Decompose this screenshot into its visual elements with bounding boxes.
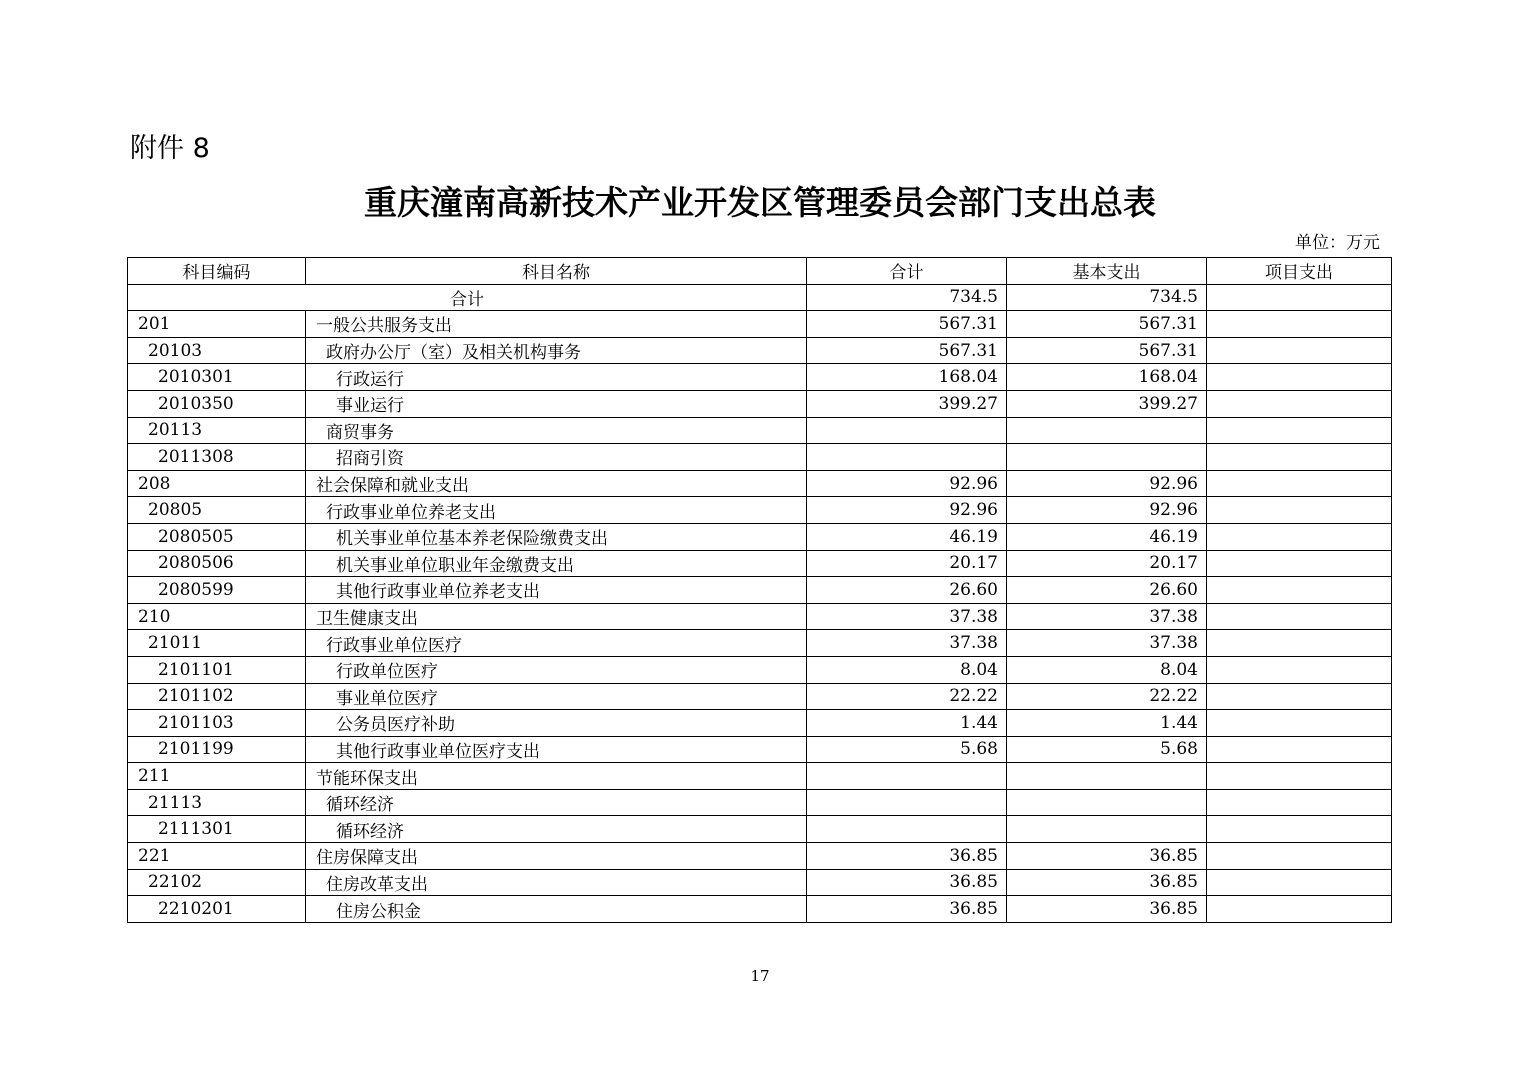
row-name: 其他行政事业单位养老支出 (306, 577, 807, 604)
row-project (1207, 311, 1392, 338)
row-name: 卫生健康支出 (306, 603, 807, 630)
row-name: 机关事业单位职业年金缴费支出 (306, 550, 807, 577)
row-code: 22102 (128, 869, 306, 896)
table-row (128, 603, 1392, 630)
row-code: 2111301 (128, 816, 306, 843)
row-project (1207, 710, 1392, 737)
table-row (128, 550, 1392, 577)
row-total: 22.22 (807, 683, 1007, 710)
table-row (128, 896, 1392, 923)
row-code: 21011 (128, 630, 306, 657)
row-name: 住房保障支出 (306, 843, 807, 870)
unit-label: 单位：万元 (1295, 233, 1380, 253)
total-label: 合计 (128, 284, 807, 311)
row-project (1207, 550, 1392, 577)
row-total (807, 417, 1007, 444)
page-title: 重庆潼南高新技术产业开发区管理委员会部门支出总表 (364, 183, 1156, 222)
table-row (128, 683, 1392, 710)
row-basic: 8.04 (1007, 656, 1207, 683)
row-name: 公务员医疗补助 (306, 710, 807, 737)
header-code: 科目编码 (128, 258, 306, 285)
row-project (1207, 603, 1392, 630)
total-project (1207, 284, 1392, 311)
row-total: 5.68 (807, 736, 1007, 763)
row-project (1207, 656, 1392, 683)
row-code: 20805 (128, 497, 306, 524)
row-basic: 92.96 (1007, 497, 1207, 524)
row-name: 招商引资 (306, 444, 807, 471)
row-code: 2210201 (128, 896, 306, 923)
row-basic: 36.85 (1007, 869, 1207, 896)
header-basic: 基本支出 (1007, 258, 1207, 285)
row-code: 2101102 (128, 683, 306, 710)
row-total: 399.27 (807, 390, 1007, 417)
row-total: 36.85 (807, 869, 1007, 896)
row-project (1207, 630, 1392, 657)
table-row (128, 816, 1392, 843)
row-code: 221 (128, 843, 306, 870)
row-basic: 36.85 (1007, 843, 1207, 870)
row-total: 46.19 (807, 523, 1007, 550)
row-project (1207, 390, 1392, 417)
header-project: 项目支出 (1207, 258, 1392, 285)
row-total (807, 763, 1007, 790)
row-name: 循环经济 (306, 816, 807, 843)
row-name: 机关事业单位基本养老保险缴费支出 (306, 523, 807, 550)
page-number: 17 (750, 967, 770, 985)
row-name: 其他行政事业单位医疗支出 (306, 736, 807, 763)
expenditure-table (127, 257, 1392, 923)
row-name: 政府办公厅（室）及相关机构事务 (306, 337, 807, 364)
row-total: 37.38 (807, 603, 1007, 630)
row-project (1207, 843, 1392, 870)
row-code: 208 (128, 470, 306, 497)
row-name: 商贸事务 (306, 417, 807, 444)
row-name: 循环经济 (306, 789, 807, 816)
row-project (1207, 470, 1392, 497)
row-code: 2101101 (128, 656, 306, 683)
row-total: 168.04 (807, 364, 1007, 391)
row-code: 2080599 (128, 577, 306, 604)
row-total (807, 789, 1007, 816)
row-name: 行政事业单位医疗 (306, 630, 807, 657)
row-project (1207, 364, 1392, 391)
row-name: 行政事业单位养老支出 (306, 497, 807, 524)
table-row (128, 656, 1392, 683)
row-code: 211 (128, 763, 306, 790)
table-row (128, 577, 1392, 604)
row-basic (1007, 417, 1207, 444)
row-project (1207, 816, 1392, 843)
row-total: 37.38 (807, 630, 1007, 657)
table-row (128, 630, 1392, 657)
row-basic: 5.68 (1007, 736, 1207, 763)
row-name: 社会保障和就业支出 (306, 470, 807, 497)
row-project (1207, 736, 1392, 763)
row-code: 21113 (128, 789, 306, 816)
table-row (128, 523, 1392, 550)
row-project (1207, 683, 1392, 710)
row-code: 2010350 (128, 390, 306, 417)
row-basic: 567.31 (1007, 311, 1207, 338)
row-code: 2080505 (128, 523, 306, 550)
table-row (128, 364, 1392, 391)
table-row (128, 390, 1392, 417)
table-body (128, 284, 1392, 922)
table-row (128, 444, 1392, 471)
attachment-label: 附件 8 (130, 133, 210, 164)
row-total: 20.17 (807, 550, 1007, 577)
table-row (128, 843, 1392, 870)
table-row (128, 789, 1392, 816)
row-name: 一般公共服务支出 (306, 311, 807, 338)
row-basic: 20.17 (1007, 550, 1207, 577)
table-row (128, 470, 1392, 497)
row-project (1207, 337, 1392, 364)
row-basic: 399.27 (1007, 390, 1207, 417)
table-row (128, 337, 1392, 364)
table-row (128, 736, 1392, 763)
row-total (807, 444, 1007, 471)
total-basic: 734.5 (1007, 284, 1207, 311)
row-basic: 46.19 (1007, 523, 1207, 550)
row-project (1207, 497, 1392, 524)
row-name: 行政运行 (306, 364, 807, 391)
row-code: 20103 (128, 337, 306, 364)
row-code: 2011308 (128, 444, 306, 471)
row-basic: 22.22 (1007, 683, 1207, 710)
row-basic (1007, 763, 1207, 790)
row-total: 92.96 (807, 497, 1007, 524)
row-total: 26.60 (807, 577, 1007, 604)
header-total: 合计 (807, 258, 1007, 285)
row-name: 事业单位医疗 (306, 683, 807, 710)
row-code: 2080506 (128, 550, 306, 577)
row-basic: 92.96 (1007, 470, 1207, 497)
row-name: 住房公积金 (306, 896, 807, 923)
row-project (1207, 523, 1392, 550)
row-total: 8.04 (807, 656, 1007, 683)
total-row (128, 284, 1392, 311)
table-row (128, 497, 1392, 524)
row-project (1207, 417, 1392, 444)
table-row (128, 417, 1392, 444)
table-row (128, 710, 1392, 737)
row-total: 36.85 (807, 896, 1007, 923)
row-name: 行政单位医疗 (306, 656, 807, 683)
row-project (1207, 763, 1392, 790)
table-row (128, 869, 1392, 896)
row-project (1207, 896, 1392, 923)
row-basic: 37.38 (1007, 630, 1207, 657)
row-total: 92.96 (807, 470, 1007, 497)
row-basic: 26.60 (1007, 577, 1207, 604)
row-basic (1007, 816, 1207, 843)
row-total: 567.31 (807, 337, 1007, 364)
row-basic (1007, 789, 1207, 816)
row-basic: 168.04 (1007, 364, 1207, 391)
row-code: 210 (128, 603, 306, 630)
table-row (128, 311, 1392, 338)
row-total: 36.85 (807, 843, 1007, 870)
row-name: 事业运行 (306, 390, 807, 417)
row-code: 2101199 (128, 736, 306, 763)
row-code: 201 (128, 311, 306, 338)
total-total: 734.5 (807, 284, 1007, 311)
table-header-row (128, 258, 1392, 285)
row-code: 20113 (128, 417, 306, 444)
row-project (1207, 789, 1392, 816)
row-basic: 1.44 (1007, 710, 1207, 737)
table-row (128, 763, 1392, 790)
row-code: 2010301 (128, 364, 306, 391)
row-basic: 567.31 (1007, 337, 1207, 364)
row-total: 567.31 (807, 311, 1007, 338)
row-project (1207, 444, 1392, 471)
row-code: 2101103 (128, 710, 306, 737)
row-basic (1007, 444, 1207, 471)
row-total: 1.44 (807, 710, 1007, 737)
row-basic: 37.38 (1007, 603, 1207, 630)
row-project (1207, 577, 1392, 604)
row-name: 住房改革支出 (306, 869, 807, 896)
header-name: 科目名称 (306, 258, 807, 285)
row-project (1207, 869, 1392, 896)
row-total (807, 816, 1007, 843)
row-basic: 36.85 (1007, 896, 1207, 923)
row-name: 节能环保支出 (306, 763, 807, 790)
